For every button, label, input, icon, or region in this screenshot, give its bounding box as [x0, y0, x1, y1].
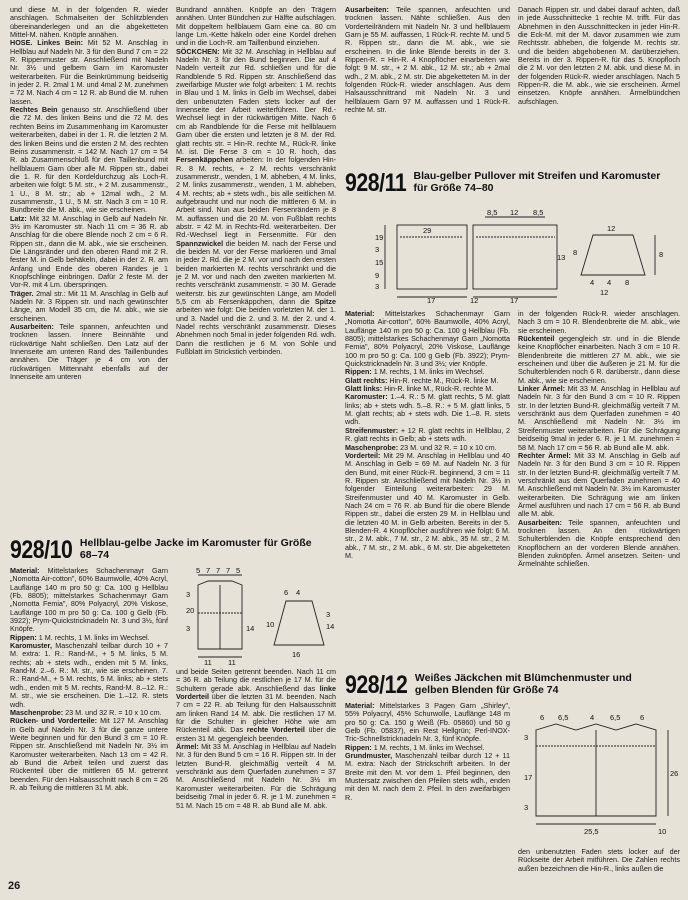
sch10-label-7c: 7: [226, 567, 231, 575]
latz-label: Latz:: [10, 213, 27, 223]
a11-linker-aermel-text: Mit 33 M. Anschlag in Hellblau auf Nadeln Nr. 3 für den Bund 3 cm = 10 R. Rippen str. In der letzten Bund-R. gleichmäßig verteilt 7 M. verschränkt aus dem Querfaden zunehmen = 40 M. Anschließend mit Nadeln Nr. 3½ im Streifenmuster weiterarbeiten. Für die Schrägung beidseitig 9mal in jeder 6. R. je 1 M. zunehmen = 58 M. Nach 17 cm = 56 R. ab Bund alle M. abk.: [518, 384, 680, 452]
sch11-sleeve-8b: 8: [625, 278, 630, 287]
sch11-sleeve-8c: 8: [573, 248, 578, 257]
a12-rippen-text: 1 M. rechts, 1 M. links im Wechsel.: [373, 742, 485, 752]
sch11-label-17a: 17: [427, 296, 436, 305]
hose-ausarbeiten-text: Teile spannen, anfeuchten und trocknen lassen. Innere Beinnähte und rückwärtige Naht schließen. Den Latz auf der Innenseite am unteren Rand des Taillenbundes annähen. Die Träger je 4 cm von der rückwärtigen Mittennaht ebenfalls auf der Innenseite am unteren: [10, 322, 168, 382]
sch12-label-255: 25,5: [584, 827, 599, 836]
schematic-928-10-drawing: [176, 567, 341, 667]
hose-ausarbeiten-label: Ausarbeiten:: [10, 322, 54, 332]
sch11-label-19: 19: [375, 233, 384, 242]
a11-rechter-aermel-label: Rechter Ärmel:: [518, 450, 571, 460]
a12-grund: [345, 752, 510, 802]
sch12-label-65a: 6,5: [558, 713, 569, 722]
a10-mid3-text: über die ersten 31 M. gegengleich beenden.: [176, 725, 336, 743]
hose-ausarbeiten: [10, 323, 168, 381]
sch12-label-65b: 6,5: [610, 713, 621, 722]
sch11-label-9: 9: [375, 271, 380, 280]
latz-section: [10, 215, 168, 290]
article-928-11-heading: [345, 170, 685, 196]
a10-rueck-text: Mit 127 M. Anschlag in Gelb auf Nadeln Nr. 3 für die ganze untere Weite beginnen und für den Bund 3 cm = 10 R. Rippen str. Anschließend mit Nadeln Nr. 3½ im Karomuster weiterarbeiten. Nach 13 cm = 42 R. ab Bund die Arbeit teilen und zuerst das Rückenteil über die mittleren 65 M. getrennt beenden. Für den Halsausschnitt nach 8 cm = 26 R. ab Teilung die mittleren 31 M. abk.: [10, 716, 168, 792]
a11-karomuster-label: Karomuster:: [345, 392, 388, 402]
schematic-928-11: [345, 205, 685, 305]
a11-ausarbeiten-label: Ausarbeiten:: [518, 517, 562, 527]
a10-rueck: [10, 717, 168, 792]
a10-mid-label: linke Vorderteil: [176, 683, 336, 702]
latz-text: Mit 32 M. Anschlag in Gelb auf Nadeln Nr. 3½ im Karomuster str. Nach 11 cm = 36 R. ab Anschlag für die obere Blende noch 2 cm = 6 R. Rippen str., dann die M. abk., wie sie erscheinen. Die Längsränder und den oberen Rand mit 2 R. fester M. in Gelb behäkeln, dabei in der 2. R. am Anfang und Ende des oberen Randes je 1 Knopfschlinge einbringen. Dafür 2 feste M. der Vor-R. mit 4 Lm. übersprinqen.: [10, 213, 168, 290]
article-928-10-heading: [10, 537, 340, 563]
sch10-label-20: 20: [186, 606, 195, 615]
hose-left-leg: [10, 39, 168, 106]
a10-masche-text: 23 M. und 32 R. = 10 x 10 cm.: [65, 707, 162, 717]
hose-left-leg-label: HOSE. Linkes Bein:: [10, 38, 83, 48]
a11-linker-aermel: [518, 385, 680, 452]
article-928-10-col1: [10, 567, 168, 877]
sch10-label-5b: 5: [236, 567, 241, 575]
a11-glattlinks-label: Glatt links:: [345, 384, 383, 394]
sch11-label-29: 29: [423, 226, 432, 235]
sch10-sleeve-16: 16: [292, 650, 301, 659]
sch12-label-3a: 3: [524, 733, 529, 742]
column-2: [176, 6, 336, 526]
hose-right-leg-text: genauso str. Anschließend über die 72 M. des linken Beins und die 72 M. des rechten Beins im Zusammenhang im Karomuster weiterarbeiten, dabei in der 1. R. die letzten 2 M. des linken Beins und die ersten 2 M. des rechten Beins zusammenstr. = 142 M. Nach 17 cm = 54 R. ab Zusammenschluß für den Taillenbund mit hellblauem Garn über alle M. Rippen str., dabei die 1. R. für den Kordeldurchzug als Loch-R. arbeiten wie folgt: 5 M. str., + 2 M. zusammenstr., 1 U., 8 M. str.; ab + 12mal wdh., 2 M. zusammenstr., 1 U., 5 M. str. Nach 3 cm = 10 R. Bundbreite die M. abk., wie sie erscheinen.: [10, 105, 168, 215]
a11-rechter-aermel: [518, 452, 680, 519]
a10-mid2-text: über die letzten 31 M. beenden. Nach 7 cm = 22 R. ab Teilung für den Halsausschnitt am linken Rand 14 M. abk. Die restlichen 17 M. für die Schulter in gleicher Höhe wie am Rückenteil abk. Das: [176, 692, 336, 735]
jacke-ausarbeiten-label: Ausarbeiten:: [345, 6, 389, 14]
traeger-label: Träger.: [10, 288, 34, 298]
a10-rippen-text: 1 M. rechts, 1 M. links im Wechsel.: [38, 632, 150, 642]
a12-rippen-label: Rippen:: [345, 742, 372, 752]
schematic-928-10: [176, 567, 341, 667]
a11-material-text: Mittelstarkes Schachenmayr Garn „Nomotta Air-cotton", 60% Baumwolle, 40% Acryl, Lauflänge 140 m pro 50 g: Ca. 100 g Hellblau (Fb. 8805); mittelstarkes Schachenmayr Garn „Nomotta Femia", 80% Polyacryl, 20% Viskose, Lauflänge 100 m pro 50 g: Ca. 100 g Gelb (Fb. 3922); Prym-Quickstricknadeln Nr. 3 und 3½; vier Knöpfe.: [345, 310, 510, 369]
a11-glattrechts-label: Glatt rechts:: [345, 375, 388, 385]
jacke-ausarbeiten: [345, 6, 510, 114]
article-928-12-number: 928/12: [345, 671, 408, 699]
traeger-section: [10, 290, 168, 323]
sch11-sleeve-4b: 4: [607, 278, 612, 287]
a10-aermel: [176, 743, 336, 810]
a11-glattrechts-text: Hin-R. rechte M., Rück-R. linke M.: [389, 375, 499, 385]
hose-left-leg-text: Mit 52 M. Anschlag in Hellblau auf Nadeln Nr. 3 für den Bund 7 cm = 22 R. Rippenmuster str. Anschließend mit Nadeln Nr. 3½ und gelbem Garn im Karomuster weiterarbeiten. Für die Beinkrümmung beidseitig in jeder 2. R. 2mal 1 M. und 4mal 2 M. zunehmen = 72 M. Nach 4 cm = 12 R. ab Bund die M. ruhen lassen.: [10, 38, 168, 106]
a11-rueckenteil-text: gegengleich str. und in die Blende keine Knopflöcher einarbeiten. Nach 3 cm = 10 R. Blendenbreite die mittleren 27 M. abk., wie sie erscheinen und über die äußeren je 21 M. für die Schulterblenden noch 6 R. darüberstr., dann diese M. abk., wie sie erscheinen.: [518, 334, 680, 385]
sch11-label-15: 15: [375, 258, 384, 267]
soeckchen-label: SÖCKCHEN:: [176, 46, 220, 56]
sch11-label-3: 3: [375, 245, 380, 254]
soeckchen-text: Mit 32 M. Anschlag in Hellblau auf Nadeln Nr. 3 für den Bund beginnen. Die auf 4 Nadeln verteilt zur Rd. schließen und für die Randblende 5 Rd. Rippen str. Anschließend das zweifarbige Muster wie folgt arbeiten: 1 M. rechts in Blau und 1 M. links in Gelb im Wechsel, dabei den unbenutzten Faden stets locker auf der Innenseite der Arbeit weiterführen. Der Rd.-Wechsel liegt in der rückwärtigen Mitte. Nach 6 cm ab Randblende für die Ferse mit hellblauem Garn über die ersten und letzten je 8 M. der Rd. glatt rechts str. = Hin-R. rechte M., Rück-R. linke M. ist. Die Ferse 3 cm = 10 R. hoch, das: [176, 46, 336, 156]
a12-col4-text: den unbenutzten Faden stets locker auf der Rückseite der Arbeit mitführen. Die Zahlen rechts außen bezeichnen die Hin-R., links außen die: [518, 848, 680, 873]
sch10-sleeve-14: 14: [326, 622, 335, 631]
traeger-text: 2mal str.: Mit 11 M. Anschlag in Gelb auf Nadeln Nr. 3 Rippen str. und nach gewünschter Länge, am Modell 35 cm, die M. abk., wie sie erscheinen.: [10, 288, 168, 323]
sch12-label-26: 26: [670, 769, 679, 778]
sch12-label-3b: 3: [524, 803, 529, 812]
sch12-label-6a: 6: [540, 713, 545, 722]
a10-material-label: Material:: [10, 567, 40, 575]
spitze-label: Spitze: [314, 297, 336, 307]
a12-grund-text: Maschenzahl teilbar durch 12 + 11 M. extra: Nach der Strickschrift arbeiten. In der Breite mit den M. vor dem 1. Pfeil beginnen, den Mustersatz zwischen den Pfeilen stets wdh., enden mit den M. nach dem 2. Pfeil. In den zweifarbigen R.: [345, 751, 510, 802]
sch10-sleeve-6: 6: [284, 588, 289, 597]
a10-karo: [10, 642, 168, 709]
sch12-label-4: 4: [590, 713, 595, 722]
schematic-928-12: [518, 710, 683, 840]
article-928-10-col2: [176, 668, 336, 878]
a10-rippen-label: Rippen:: [10, 632, 37, 642]
a11c4-intro: in der folgenden Rück-R. wieder anschlagen. Nach 3 cm = 10 R. Blendenbreite die M. abk., wie sie erscheinen.: [518, 310, 680, 335]
a10-material: [10, 567, 168, 634]
a10-mid-text: und beide Seiten getrennt beenden. Nach 11 cm = 36 R. ab Teilung die restlichen je 17 M. für die Schultern gerade abk. Anschließend das: [176, 668, 336, 693]
hose-right-leg: [10, 106, 168, 214]
sch11-label-12b: 12: [470, 296, 479, 305]
a10-aermel-label: Ärmel:: [176, 742, 199, 752]
sch10-sleeve-3: 3: [326, 610, 331, 619]
a10-masche-label: Maschenprobe:: [10, 707, 64, 717]
sch10-label-3a: 3: [186, 590, 191, 599]
a11-vorderteil: [345, 452, 510, 560]
article-928-11-col3: [345, 310, 510, 662]
a10-aermel-text: Mit 33 M. Anschlag in Hellblau auf Nadeln Nr. 3 für den Bund 5 cm = 16 R. Rippen str. In der letzten Bund-R. gleichmäßig verteilt 4 M. verschränkt aus dem Querfaden zunehmen = 37 M. Anschließend mit Nadeln Nr. 3½ im Karomuster weiterarbeiten. Für die Schrägung beidseitig 7mal in jeder 6. R. je 1 M. zunehmen = 51 M. Nach 15 cm = 48 R. ab Bund alle M. abk.: [176, 742, 336, 810]
a10-mid: [176, 668, 336, 743]
sch11-sleeve-8: 8: [659, 250, 664, 259]
a11-masche-text: 23 M. und 32 R. = 10 x 10 cm.: [400, 442, 497, 452]
schematic-928-11-drawing: [345, 205, 685, 305]
a11-vorderteil-text: Mit 29 M. Anschlag in Hellblau und 40 M. Anschlag in Gelb = 69 M. auf Nadeln Nr. 3 für den Bund, mit einer Rück-R. beginnend, 3 cm = 11 R. Rippen str. Anschließend mit Nadeln Nr. 3½ in folgender Einteilung weiterarbeiten: 29 M. Streifenmuster und 40 M. Karomuster in Gelb. Nach 24 cm = 76 R. ab Bund für die obere Blende Rippen str., dabei die ersten 29 M. in Hellblau und die letzten 40 M. in Gelb arbeiten. Bereits in der 5. Blenden-R. 4 Knopflöcher ausführen wie folgt: 6 M. str., 2 M. abk., 7 M. str., 2 M. abk., 35 M. str., 2 M. abk., 7 M. str., 2 M. abk., 6 M. str. Die abgeketteten M.: [345, 450, 510, 560]
column-1: [10, 6, 168, 511]
a11-ausarbeiten-text: Teile spannen, anfeuchten und trocknen lassen. An den rückwärtigen Schulterblenden die Knöpfe entsprechend den Knopflöchern an der vorderen Blende annähen. Blenden zuknöpfen. Ärmel ansetzen. Seiten- und Ärmelnähte schließen.: [518, 517, 680, 569]
a11-streifen-label: Streifenmuster:: [345, 425, 399, 435]
a11-karomuster: [345, 393, 510, 426]
pullover-back-outline: [473, 225, 557, 289]
hose-right-leg-label: Rechtes Bein: [10, 105, 58, 115]
a10-rueck-label: Rücken- und Vorderteile:: [10, 716, 98, 726]
a11-vorderteil-label: Vorderteil:: [345, 450, 381, 460]
spannzwickel-text: die beiden M. nach der Ferse und die beiden M. vor der Ferse markieren und 3mal in jeder 2. Rd. die je 2 M. vor und nach den ersten beiden markierten M. rechts verschränkt und die je 2 M. vor und nach den zweiten markierten M. rechts verschränkt zusammenstr. = 30 M. Gerade weiterstr. bis zur gewünschten Länge, am Modell 5,5 cm ab Fersenkäppchen, dann die: [176, 238, 336, 307]
a12-material: [345, 702, 510, 744]
a11-rueckenteil-label: Rückenteil: [518, 334, 555, 344]
hose-intro-text: und diese M. in der folgenden R. wieder anschlagen. Schmalseiten der Schlitzblenden übereinanderlegen und an die abgeketteten Mittel-M. nähen. Knöpfe annähen.: [10, 6, 168, 40]
sch10-sleeve-10: 10: [266, 620, 275, 629]
article-928-10-title: Hellblau-gelbe Jacke im Karomuster für Größe 68–74: [79, 537, 312, 561]
article-928-12-col3: [345, 702, 510, 878]
article-928-11-col4: [518, 310, 680, 670]
a12-material-label: Material:: [345, 702, 375, 710]
article-928-12-col4: [518, 848, 680, 880]
pullover-sleeve-outline: [581, 235, 645, 275]
sch12-label-10: 10: [658, 827, 667, 836]
a12-material-text: Mittelstarkes 3 Pagen Garn „Shirley", 55% Polyacryl, 45% Schurwolle, Lauflänge 148 m pro 50 g: Ca. 150 g Weiß (Fb. 05860) und 50 g Gelb (Fb. 05837), ein Rest Hellgrün; Perl-INOX-Tric-Schnellstricknadeln Nr. 3, fünf Knöpfe.: [345, 702, 510, 744]
spitze-text: arbeiten wie folgt: Die beiden vorletzten M. der 1. und 3. Nadel und die 2. und 3. M. der 2. und 4. Nadel rechts verschränkt zusammenstr. Dieses Abnehmen noch 5mal in jeder folgenden Rd. wdh. Dann die restlichen je 6 M. von Sohle und Fußblatt im Strickstich verbinden.: [176, 305, 336, 357]
column-3-top: [345, 6, 510, 156]
article-928-11-title: Blau-gelber Pullover mit Streifen und Karomuster für Größe 74–80: [413, 170, 661, 194]
sch11-label-12: 12: [510, 208, 519, 217]
a10-material-text: Mittelstarkes Schachenmayr Garn „Nomotta Air-cotton", 60% Baumwolle, 40% Acryl, Lauflänge 140 m pro 50 g: Ca. 100 g Hellblau (Fb. 8805); mittelstarkes Schachenmayr Garn „Nomotta Femia", 80% Polyacryl, 20% Viskose, Lauflänge 100 m pro 50 g: Ca. 100 g Gelb (Fb. 3922); Prym-Quickstricknadeln Nr. 3 und 3½, fünf Knöpfe.: [10, 567, 168, 634]
sch11-sleeve-4a: 4: [590, 278, 595, 287]
sch11-label-85b: 8,5: [533, 208, 544, 217]
a11-material: [345, 310, 510, 368]
a11-ausarbeiten: [518, 519, 680, 569]
a10-mid3-label: rechte Vorderteil: [246, 725, 305, 735]
jacke-ausarbeiten-text: Teile spannen, anfeuchten und trocknen lassen. Nähte schließen. Aus den Vorderteilrändern mit Nadeln Nr. 3 und hellblauem Garn je 55 M. auffassen, 1 Rück-R. rechte M. und 5 R. Rippen str., dann die M. abk., wie sie erscheinen. In die linke Blende bereits in der 3. Rippen-R. = Hin-R. 4 Knopflöcher einarbeiten wie folgt: 9 M. str., + 2 M. abk., 12 M. str.; ab + 2mal wdh., 2 M. abk., 2 M. str. Die abgeketteten M. in der folgenden Rück-R. wieder anschlagen. Aus dem Halsausschnittrand mit Nadeln Nr. 3 und hellblauem Garn 97 M. auffassen und 1 Rück-R. rechte M. str.: [345, 6, 510, 115]
article-928-10-number: 928/10: [10, 536, 73, 564]
sch11-label-3b: 3: [375, 282, 380, 291]
sch10-label-14: 14: [246, 624, 255, 633]
soeckchen-section: [176, 48, 336, 357]
a11-masche-label: Maschenprobe:: [345, 442, 399, 452]
sch11-label-17b: 17: [510, 296, 519, 305]
sch11-label-85a: 8,5: [487, 208, 498, 217]
a10-karo-text: Maschenzahl teilbar durch 10 + 7 M. extra: 1. R.: Rand-M., + 5 M. links, 5 M. rechts; ab + stets wdh., enden mit 5 M. links, Rand-M. 2.–6. R.: M. str., wie sie erscheinen. 7. R.: Rand-M., + 5 M. rechts, 5 M. links; ab + stets wdh., enden mit 5 M. rechts, Rand-M. 8.–12. R.: M. str., wie sie erscheinen. Die 1.–12. R. stets wdh.: [10, 641, 168, 709]
hose-finish-text: Bundrand annähen. Knöpfe an den Trägern annähen. Unter Bündchen zur Hälfte aufschlagen. Mit doppeltem hellblauem Garn eine ca. 80 cm lange Lm.-Kette häkeln oder eine Kordel drehen und in die Loch-R. am Taillenbund einziehen.: [176, 6, 336, 48]
a11-rechter-aermel-text: Mit 33 M. Anschlag in Gelb auf Nadeln Nr. 3 für den Bund 3 cm = 10 R. Rippen str. In der letzten Bund-R. gleichmäßig verteilt 7 M. verschränkt aus dem Querfaden zunehmen = 40 M. Anschließend mit Nadeln Nr. 3½ im Karomuster weiterarbeiten. Die Schrägung wie am linken Ärmel ausführen und nach 17 cm = 56 R. ab Bund alle M. abk.: [518, 450, 680, 519]
a11-material-label: Material:: [345, 310, 375, 318]
article-928-12-title: Weißes Jäckchen mit Blümchenmuster und gelben Blenden für Größe 74: [414, 672, 632, 696]
sch10-label-5a: 5: [196, 567, 201, 575]
a11-glattlinks-text: Hin-R. linke M., Rück-R. rechte M.: [384, 384, 494, 394]
article-928-11-number: 928/11: [345, 169, 407, 197]
article-928-12-heading: [345, 672, 685, 698]
a11-linker-aermel-label: Linker Ärmel:: [518, 384, 566, 394]
sch10-label-11a: 11: [204, 658, 212, 667]
sch12-label-17: 17: [524, 773, 533, 782]
sch12-label-6b: 6: [640, 713, 645, 722]
spannzwickel-label: Spannzwickel: [176, 238, 224, 248]
fersenkaeppchen-label: Fersenkäppchen: [176, 155, 234, 165]
pullover-front-outline: [397, 225, 467, 289]
sch11-sleeve-12b: 12: [600, 288, 609, 297]
column-4-top: [518, 6, 680, 158]
page-number: 26: [8, 880, 21, 892]
sch10-label-7a: 7: [206, 567, 211, 575]
jacke-sleeve-outline: [274, 601, 324, 645]
sch10-sleeve-4: 4: [296, 588, 301, 597]
sch10-label-3b: 3: [186, 624, 191, 633]
a12-grund-label: Grundmuster,: [345, 751, 393, 761]
sch11-label-13: 13: [557, 253, 566, 262]
a11-karomuster-text: 1.–4. R.: 5 M. glatt rechts, 5 M. glatt links; ab + stets wdh. 5.–8. R.: + 5 M. glatt links, 5 M. glatt rechts; ab + stets wdh. Die 1.–8. R. stets wdh.: [345, 392, 510, 427]
schematic-928-12-drawing: [518, 710, 683, 840]
jacke-finish-text: Danach Rippen str. und dabei darauf achten, daß in jede Ausschnittecke 1 rechte M. trifft. Für das Abnehmen in den Ausschnittecken in jeder Hin-R. die Eck-M. mit der M. davor zusammen wie zum Rechtsstr. abheben, die folgende M. rechts str. und die beiden abgehobenen M. darüberziehen. Bereits in der 3. Rippen-R. für das 5. Knopfloch die 2 M. vor den letzten 2 M. abk. und diese M. in der folgenden Rück-R. wieder anschlagen. Nach 5 Rippen-R. die M. abk., wie sie erscheinen. Ärmel einsetzen. Knöpfe annähen. Ärmelbündchen aufschlagen.: [518, 6, 680, 106]
a10-karo-label: Karomuster,: [10, 641, 52, 651]
sch10-label-7b: 7: [216, 567, 221, 575]
sch11-sleeve-12: 12: [607, 224, 616, 233]
sch10-label-11b: 11: [228, 658, 236, 667]
fersenkaeppchen-text: arbeiten: In der folgenden Hin-R. 8 M. rechts, + 2 M. rechts verschränkt zusammenstr., wenden, 1 M. abheben, 4 M. links, 2 M. links zusammenstr., wenden, 1 M. abheben, 4 M. rechts; ab + stets wdh., bis alle seitlichen M. aufgebraucht und nur noch die mittleren 6 M. in Arbeit sind. Nun aus beiden Fersenrändern je 8 M. auffassen und die 20 M. von Fußblatt rechts abstr. = 42 M. in Rechts-Rd. weiterarbeiten. Der Rd.-Wechsel liegt in Fersenmitte. Für den: [176, 155, 336, 240]
a11-rueckenteil: [518, 335, 680, 385]
a11-streifen-text: + 12 R. glatt rechts in Hellblau, 2 R. glatt rechts in Gelb; ab + stets wdh.: [345, 425, 510, 444]
a11-rippen-text: 1 M. rechts, 1 M. links im Wechsel.: [373, 367, 485, 377]
a11-rippen-label: Rippen:: [345, 367, 372, 377]
a11-streifen: [345, 427, 510, 444]
